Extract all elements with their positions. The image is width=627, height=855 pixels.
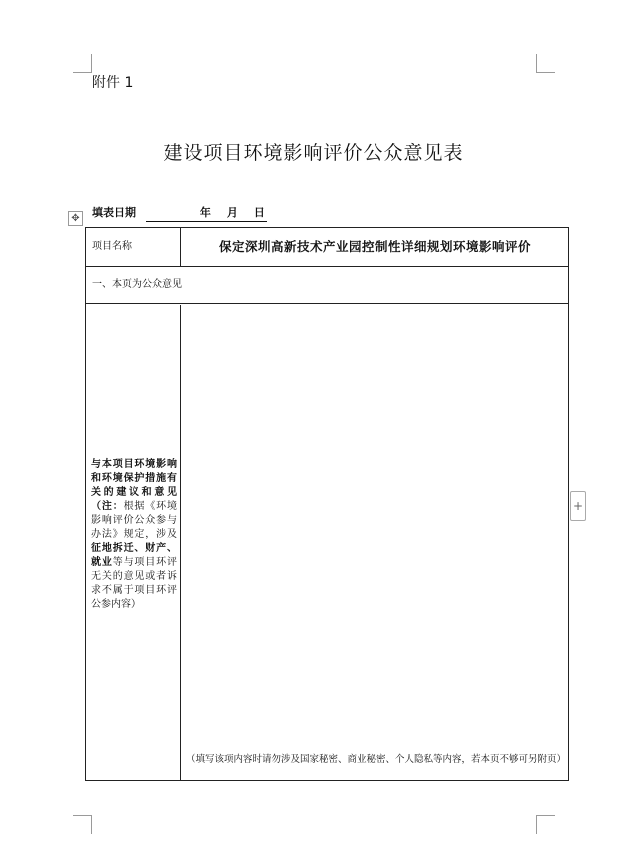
fill-date-label: 填表日期 xyxy=(92,206,136,219)
fill-date-field[interactable] xyxy=(146,204,267,222)
project-name-value[interactable]: 保定深圳高新技术产业园控制性详细规划环境影响评价 xyxy=(218,239,531,254)
page-corner-top-left xyxy=(73,54,92,73)
opinion-label-normal-2: 等与项目环评无关的意见或者诉求不属于项目环评公参内容） xyxy=(91,557,178,610)
project-name-label: 项目名称 xyxy=(86,228,181,266)
add-row-plus-icon[interactable]: + xyxy=(570,491,586,521)
opinion-input-area[interactable] xyxy=(182,305,568,750)
attachment-label: 附件 1 xyxy=(92,75,134,91)
opinion-table xyxy=(85,227,569,781)
document-title: 建设项目环境影响评价公众意见表 xyxy=(163,142,464,164)
opinion-label-bold-2: 征地拆迁、财产、就业 xyxy=(91,543,177,568)
opinion-label-cell xyxy=(86,305,181,780)
section-title: 一、本页为公众意见 xyxy=(86,266,568,304)
month-label: 月 xyxy=(226,206,238,219)
opinion-label-normal-1: 根据《环境影响评价公众参与办法》规定，涉及 xyxy=(91,501,178,540)
fill-date-row xyxy=(92,204,267,222)
day-label: 日 xyxy=(253,206,265,219)
year-label: 年 xyxy=(199,206,211,219)
opinion-label-text xyxy=(91,458,177,612)
opinion-label-bold-1: 与本项目环境影响和环境保护措施有关的建议和意见（注： xyxy=(91,459,177,512)
page-corner-bottom-right xyxy=(536,815,555,834)
page-corner-top-right xyxy=(536,54,555,73)
project-name-row xyxy=(86,228,568,267)
opinion-row xyxy=(86,305,568,780)
table-move-handle-icon[interactable]: ✥ xyxy=(68,211,83,226)
page-corner-bottom-left xyxy=(73,815,92,834)
opinion-note: （填写该项内容时请勿涉及国家秘密、商业秘密、个人隐私等内容，若本页不够可另附页） xyxy=(186,754,567,765)
